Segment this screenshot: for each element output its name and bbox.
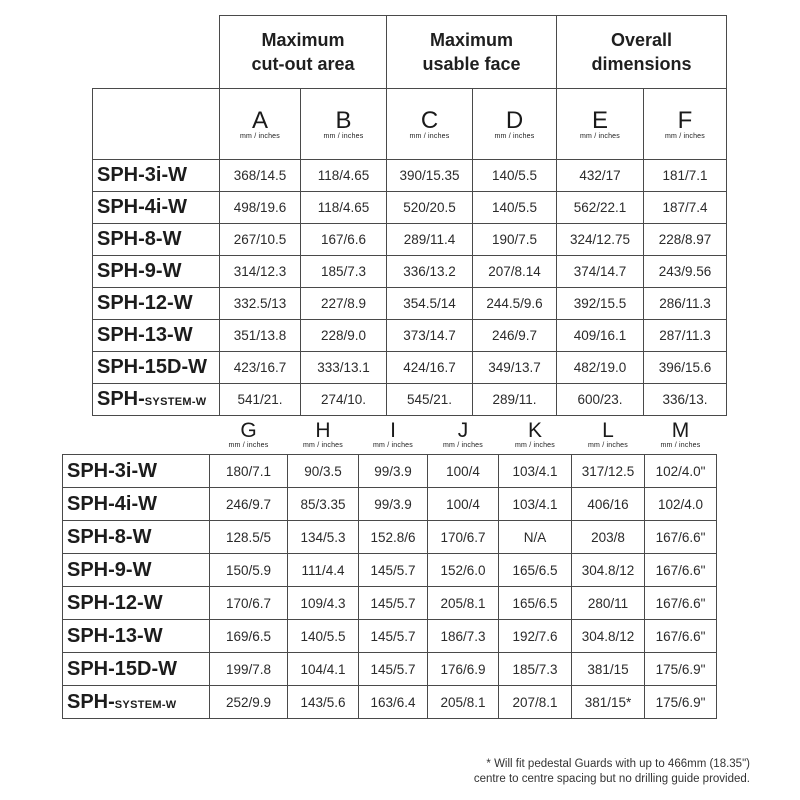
- table-cell: 90/3.5: [288, 455, 359, 488]
- table-cell: 100/4: [428, 455, 499, 488]
- table-cell: 562/22.1: [557, 192, 644, 224]
- column-header-g: G mm / inches: [228, 418, 269, 449]
- table-row: [63, 521, 717, 554]
- group-header-row: [93, 16, 727, 89]
- table-cell: 102/4.0": [645, 455, 717, 488]
- table-cell: 85/3.35: [288, 488, 359, 521]
- column-header-j: J mm / inches: [443, 418, 483, 449]
- table-cell: 228/9.0: [301, 320, 387, 352]
- table-cell: 167/6.6": [645, 521, 717, 554]
- model-name: SPH-3i-W: [63, 455, 210, 488]
- table-cell: 181/7.1: [644, 160, 727, 192]
- model-name: SPH-3i-W: [93, 160, 220, 192]
- table-cell: N/A: [499, 521, 572, 554]
- column-header-d: D mm / inches: [473, 89, 557, 160]
- table-cell: 152/6.0: [428, 554, 499, 587]
- table-cell: 381/15: [572, 653, 645, 686]
- column-header-e: E mm / inches: [557, 89, 644, 160]
- column-header-m: M mm / inches: [660, 418, 701, 449]
- table-row: [93, 288, 727, 320]
- table-cell: 185/7.3: [301, 256, 387, 288]
- table-cell: 381/15*: [572, 686, 645, 719]
- corner-cell: [93, 89, 220, 160]
- table-cell: 140/5.5: [473, 192, 557, 224]
- column-header-row: [93, 89, 727, 160]
- table-cell: 143/5.6: [288, 686, 359, 719]
- table-cell: 134/5.3: [288, 521, 359, 554]
- table-cell: 187/7.4: [644, 192, 727, 224]
- model-name: SPH-SYSTEM-W: [63, 686, 210, 719]
- table-cell: 165/6.5: [499, 554, 572, 587]
- table-cell: 424/16.7: [387, 352, 473, 384]
- table-cell: 267/10.5: [220, 224, 301, 256]
- table-cell: 167/6.6": [645, 554, 717, 587]
- table-cell: 374/14.7: [557, 256, 644, 288]
- table-cell: 336/13.: [644, 384, 727, 416]
- table-cell: 324/12.75: [557, 224, 644, 256]
- table-row: [93, 160, 727, 192]
- table-cell: 332.5/13: [220, 288, 301, 320]
- table-cell: 102/4.0: [645, 488, 717, 521]
- table-cell: 289/11.4: [387, 224, 473, 256]
- table-cell: 349/13.7: [473, 352, 557, 384]
- model-name: SPH-15D-W: [93, 352, 220, 384]
- table-cell: 333/13.1: [301, 352, 387, 384]
- table-cell: 243/9.56: [644, 256, 727, 288]
- table-row: [93, 320, 727, 352]
- group-header-cutout: Maximum cut-out area: [220, 16, 387, 89]
- column-header-h: H mm / inches: [303, 418, 343, 449]
- table-cell: 304.8/12: [572, 620, 645, 653]
- dimensions-table-2: [62, 412, 717, 719]
- table-row: [93, 224, 727, 256]
- group-header-overall: Overall dimensions: [557, 16, 727, 89]
- table-cell: 167/6.6": [645, 587, 717, 620]
- table-cell: 203/8: [572, 521, 645, 554]
- column-header-k: K mm / inches: [515, 418, 555, 449]
- table-cell: 545/21.: [387, 384, 473, 416]
- table-cell: 103/4.1: [499, 488, 572, 521]
- table-cell: 280/11: [572, 587, 645, 620]
- column-header-c: C mm / inches: [387, 89, 473, 160]
- table-cell: 199/7.8: [210, 653, 288, 686]
- table-cell: 167/6.6: [301, 224, 387, 256]
- table-cell: 140/5.5: [473, 160, 557, 192]
- table-cell: 118/4.65: [301, 192, 387, 224]
- column-header-f: F mm / inches: [644, 89, 727, 160]
- model-name: SPH-8-W: [63, 521, 210, 554]
- table-cell: 145/5.7: [359, 554, 428, 587]
- model-name: SPH-13-W: [93, 320, 220, 352]
- table-cell: 314/12.3: [220, 256, 301, 288]
- table-cell: 150/5.9: [210, 554, 288, 587]
- table-cell: 351/13.8: [220, 320, 301, 352]
- table-cell: 99/3.9: [359, 455, 428, 488]
- table-row: [93, 256, 727, 288]
- model-name: SPH-13-W: [63, 620, 210, 653]
- table-cell: 175/6.9": [645, 686, 717, 719]
- table-cell: 289/11.: [473, 384, 557, 416]
- table-cell: 252/9.9: [210, 686, 288, 719]
- table-cell: 145/5.7: [359, 620, 428, 653]
- table-cell: 396/15.6: [644, 352, 727, 384]
- table-row: [93, 384, 727, 416]
- column-header-l: L mm / inches: [588, 418, 628, 449]
- table-cell: 192/7.6: [499, 620, 572, 653]
- model-name: SPH-SYSTEM-W: [93, 384, 220, 416]
- table-cell: 165/6.5: [499, 587, 572, 620]
- table-cell: 145/5.7: [359, 653, 428, 686]
- table-cell: 423/16.7: [220, 352, 301, 384]
- table-cell: 373/14.7: [387, 320, 473, 352]
- table-cell: 170/6.7: [210, 587, 288, 620]
- table-row: [63, 455, 717, 488]
- table-cell: 498/19.6: [220, 192, 301, 224]
- table-cell: 354.5/14: [387, 288, 473, 320]
- table-cell: 287/11.3: [644, 320, 727, 352]
- footnote: * Will fit pedestal Guards with up to 466mm (18.35") centre to centre spacing but no drilling guide provided.: [473, 758, 750, 785]
- table-cell: 169/6.5: [210, 620, 288, 653]
- table-row: [63, 653, 717, 686]
- table-cell: 128.5/5: [210, 521, 288, 554]
- model-name: SPH-8-W: [93, 224, 220, 256]
- table-cell: 304.8/12: [572, 554, 645, 587]
- table-cell: 227/8.9: [301, 288, 387, 320]
- table-cell: 244.5/9.6: [473, 288, 557, 320]
- table-row: [93, 192, 727, 224]
- model-name: SPH-12-W: [93, 288, 220, 320]
- table-cell: 390/15.35: [387, 160, 473, 192]
- model-name: SPH-4i-W: [93, 192, 220, 224]
- table-cell: 336/13.2: [387, 256, 473, 288]
- table-cell: 145/5.7: [359, 587, 428, 620]
- table-cell: 317/12.5: [572, 455, 645, 488]
- column-header-a: A mm / inches: [220, 89, 301, 160]
- table-cell: 152.8/6: [359, 521, 428, 554]
- table-cell: 541/21.: [220, 384, 301, 416]
- column-header-b: B mm / inches: [301, 89, 387, 160]
- table-row: [93, 352, 727, 384]
- table-cell: 205/8.1: [428, 587, 499, 620]
- table-cell: 185/7.3: [499, 653, 572, 686]
- model-name: SPH-12-W: [63, 587, 210, 620]
- table-cell: 190/7.5: [473, 224, 557, 256]
- table-cell: 109/4.3: [288, 587, 359, 620]
- table-cell: 409/16.1: [557, 320, 644, 352]
- table-cell: 368/14.5: [220, 160, 301, 192]
- table-cell: 99/3.9: [359, 488, 428, 521]
- table-cell: 274/10.: [301, 384, 387, 416]
- table-cell: 100/4: [428, 488, 499, 521]
- table-cell: 167/6.6": [645, 620, 717, 653]
- dimensions-table-1: [92, 15, 727, 416]
- table-cell: 392/15.5: [557, 288, 644, 320]
- table-row: [63, 554, 717, 587]
- table-cell: 432/17: [557, 160, 644, 192]
- table-cell: 207/8.14: [473, 256, 557, 288]
- table-row: [63, 488, 717, 521]
- table-row: [63, 620, 717, 653]
- table-cell: 482/19.0: [557, 352, 644, 384]
- table-cell: 163/6.4: [359, 686, 428, 719]
- table-cell: 286/11.3: [644, 288, 727, 320]
- table-row: [63, 587, 717, 620]
- model-name: SPH-4i-W: [63, 488, 210, 521]
- table-cell: 246/9.7: [473, 320, 557, 352]
- table-cell: 600/23.: [557, 384, 644, 416]
- table-cell: 104/4.1: [288, 653, 359, 686]
- group-header-usable-face: Maximum usable face: [387, 16, 557, 89]
- table-cell: 207/8.1: [499, 686, 572, 719]
- table-cell: 228/8.97: [644, 224, 727, 256]
- table-cell: 520/20.5: [387, 192, 473, 224]
- model-name: SPH-9-W: [63, 554, 210, 587]
- table-cell: 246/9.7: [210, 488, 288, 521]
- column-header-i: I mm / inches: [373, 418, 413, 449]
- table-cell: 406/16: [572, 488, 645, 521]
- table-cell: 186/7.3: [428, 620, 499, 653]
- model-name: SPH-9-W: [93, 256, 220, 288]
- table-cell: 175/6.9": [645, 653, 717, 686]
- table-row: [63, 686, 717, 719]
- model-name: SPH-15D-W: [63, 653, 210, 686]
- table-cell: 170/6.7: [428, 521, 499, 554]
- table-cell: 103/4.1: [499, 455, 572, 488]
- table-cell: 180/7.1: [210, 455, 288, 488]
- table-cell: 118/4.65: [301, 160, 387, 192]
- table-cell: 176/6.9: [428, 653, 499, 686]
- table-cell: 205/8.1: [428, 686, 499, 719]
- table-cell: 140/5.5: [288, 620, 359, 653]
- column-header-row-2: [63, 412, 717, 455]
- table-cell: 111/4.4: [288, 554, 359, 587]
